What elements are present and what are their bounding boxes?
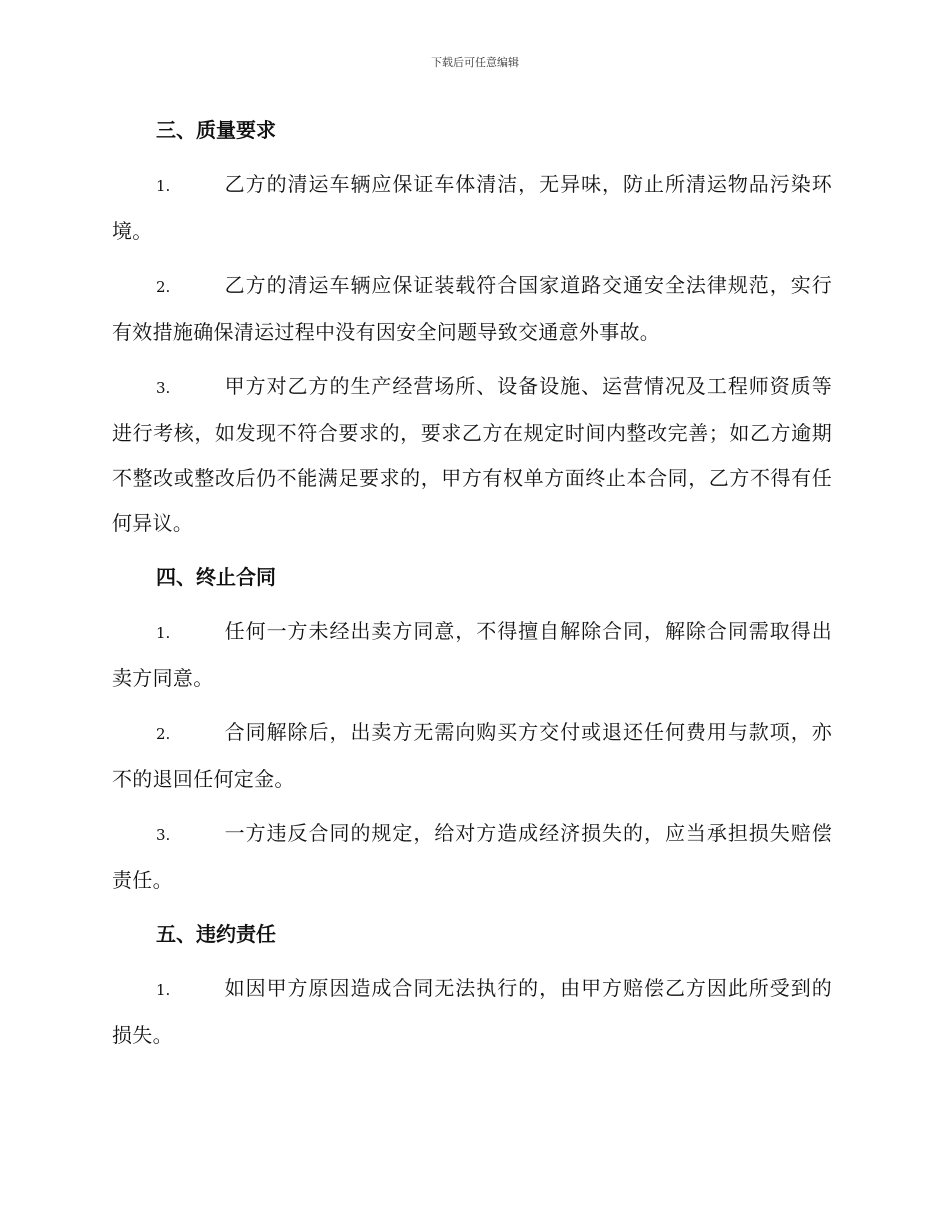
clause <box>112 811 832 903</box>
document-body <box>112 108 832 1067</box>
section-liability <box>112 912 832 1058</box>
header-note: 下载后可任意编辑 <box>431 56 519 69</box>
clause <box>112 966 832 1058</box>
clause <box>112 609 832 701</box>
clause-text: 如因甲方原因造成合同无法执行的，由甲方赔偿乙方因此所受到的损失。 <box>112 976 832 1047</box>
clause-text: 合同解除后，出卖方无需向购买方交付或退还任何费用与款项，亦不的退回任何定金。 <box>112 720 832 791</box>
clause-text: 一方违反合同的规定，给对方造成经济损失的，应当承担损失赔偿责任。 <box>112 821 832 892</box>
clause-number: 3. <box>156 379 171 397</box>
section-heading: 四、终止合同 <box>156 565 276 589</box>
clause-number: 1. <box>156 177 171 195</box>
clause <box>112 263 832 355</box>
clause <box>112 364 832 546</box>
clause-text: 甲方对乙方的生产经营场所、设备设施、运营情况及工程师资质等进行考核，如发现不符合要求的，要求乙方在规定时间内整改完善；如乙方逾期不整改或整改后仍不能满足要求的，甲方有权单方面终止本合同，乙方不得有任何异议。 <box>112 374 832 535</box>
clause-number: 2. <box>156 725 171 743</box>
clause-text: 任何一方未经出卖方同意，不得擅自解除合同，解除合同需取得出卖方同意。 <box>112 619 832 690</box>
section-heading: 三、质量要求 <box>156 118 276 142</box>
clause-text: 乙方的清运车辆应保证车体清洁，无异味，防止所清运物品污染环境。 <box>112 172 832 243</box>
clause <box>112 162 832 254</box>
section-heading: 五、违约责任 <box>156 922 276 946</box>
clause-number: 1. <box>156 981 171 999</box>
section-termination <box>112 555 832 903</box>
clause-number: 2. <box>156 278 171 296</box>
clause-number: 3. <box>156 826 171 844</box>
clause <box>112 710 832 802</box>
clause-number: 1. <box>156 624 171 642</box>
section-quality <box>112 108 832 546</box>
clause-text: 乙方的清运车辆应保证装载符合国家道路交通安全法律规范，实行有效措施确保清运过程中没有因安全问题导致交通意外事故。 <box>112 273 832 344</box>
